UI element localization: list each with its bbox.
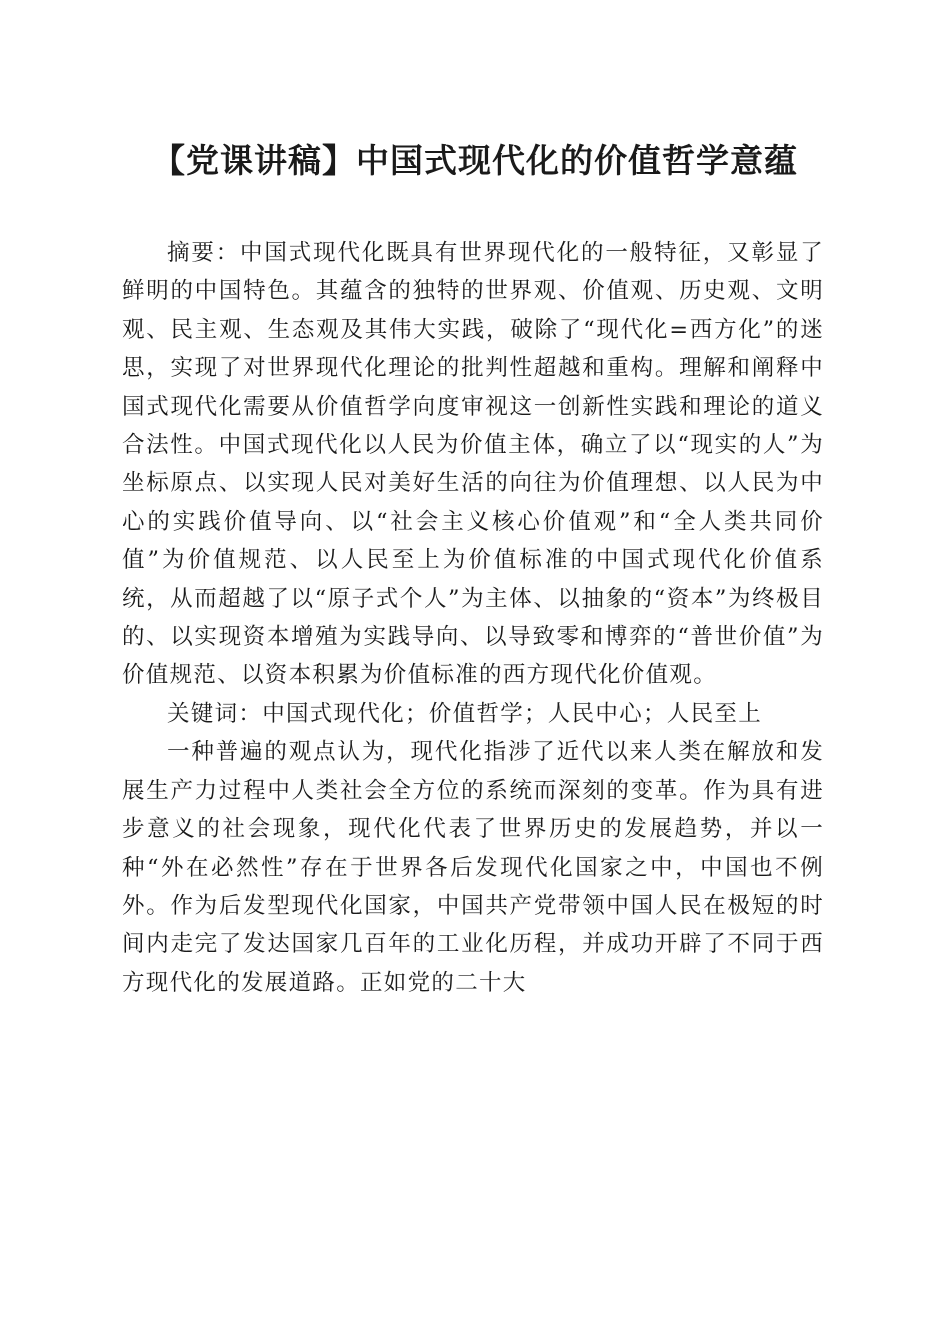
intro-paragraph: 一种普遍的观点认为，现代化指涉了近代以来人类在解放和发展生产力过程中人类社会全方位的系统而深刻的变革。作为具有进步意义的社会现象，现代化代表了世界历史的发展趋势，并以一种“外在必然性”存在于世界各后发现代化国家之中，中国也不例外。作为后发型现代化国家，中国共产党带领中国人民在极短的时间内走完了发达国家几百年的工业化历程，并成功开辟了不同于西方现代化的发展道路。正如党的二十大 [122,739,824,996]
document-title: 【党课讲稿】中国式现代化的价值哲学意蕴 [152,141,798,180]
document-body [122,234,824,1002]
abstract-paragraph: 摘要：中国式现代化既具有世界现代化的一般特征，又彰显了鲜明的中国特色。其蕴含的独特的世界观、价值观、历史观、文明观、民主观、生态观及其伟大实践，破除了“现代化=西方化”的迷思，实现了对世界现代化理论的批判性超越和重构。理解和阐释中国式现代化需要从价值哲学向度审视这一创新性实践和理论的道义合法性。中国式现代化以人民为价值主体，确立了以“现实的人”为坐标原点、以实现人民对美好生活的向往为价值理想、以人民为中心的实践价值导向、以“社会主义核心价值观”和“全人类共同价值”为价值规范、以人民至上为价值标准的中国式现代化价值系统，从而超越了以“原子式个人”为主体、以抽象的“资本”为终极目的、以实现资本增殖为实践导向、以导致零和博弈的“普世价值”为价值规范、以资本积累为价值标准的西方现代化价值观。 [122,240,824,689]
keywords-paragraph: 关键词：中国式现代化；价值哲学；人民中心；人民至上 [167,700,763,727]
